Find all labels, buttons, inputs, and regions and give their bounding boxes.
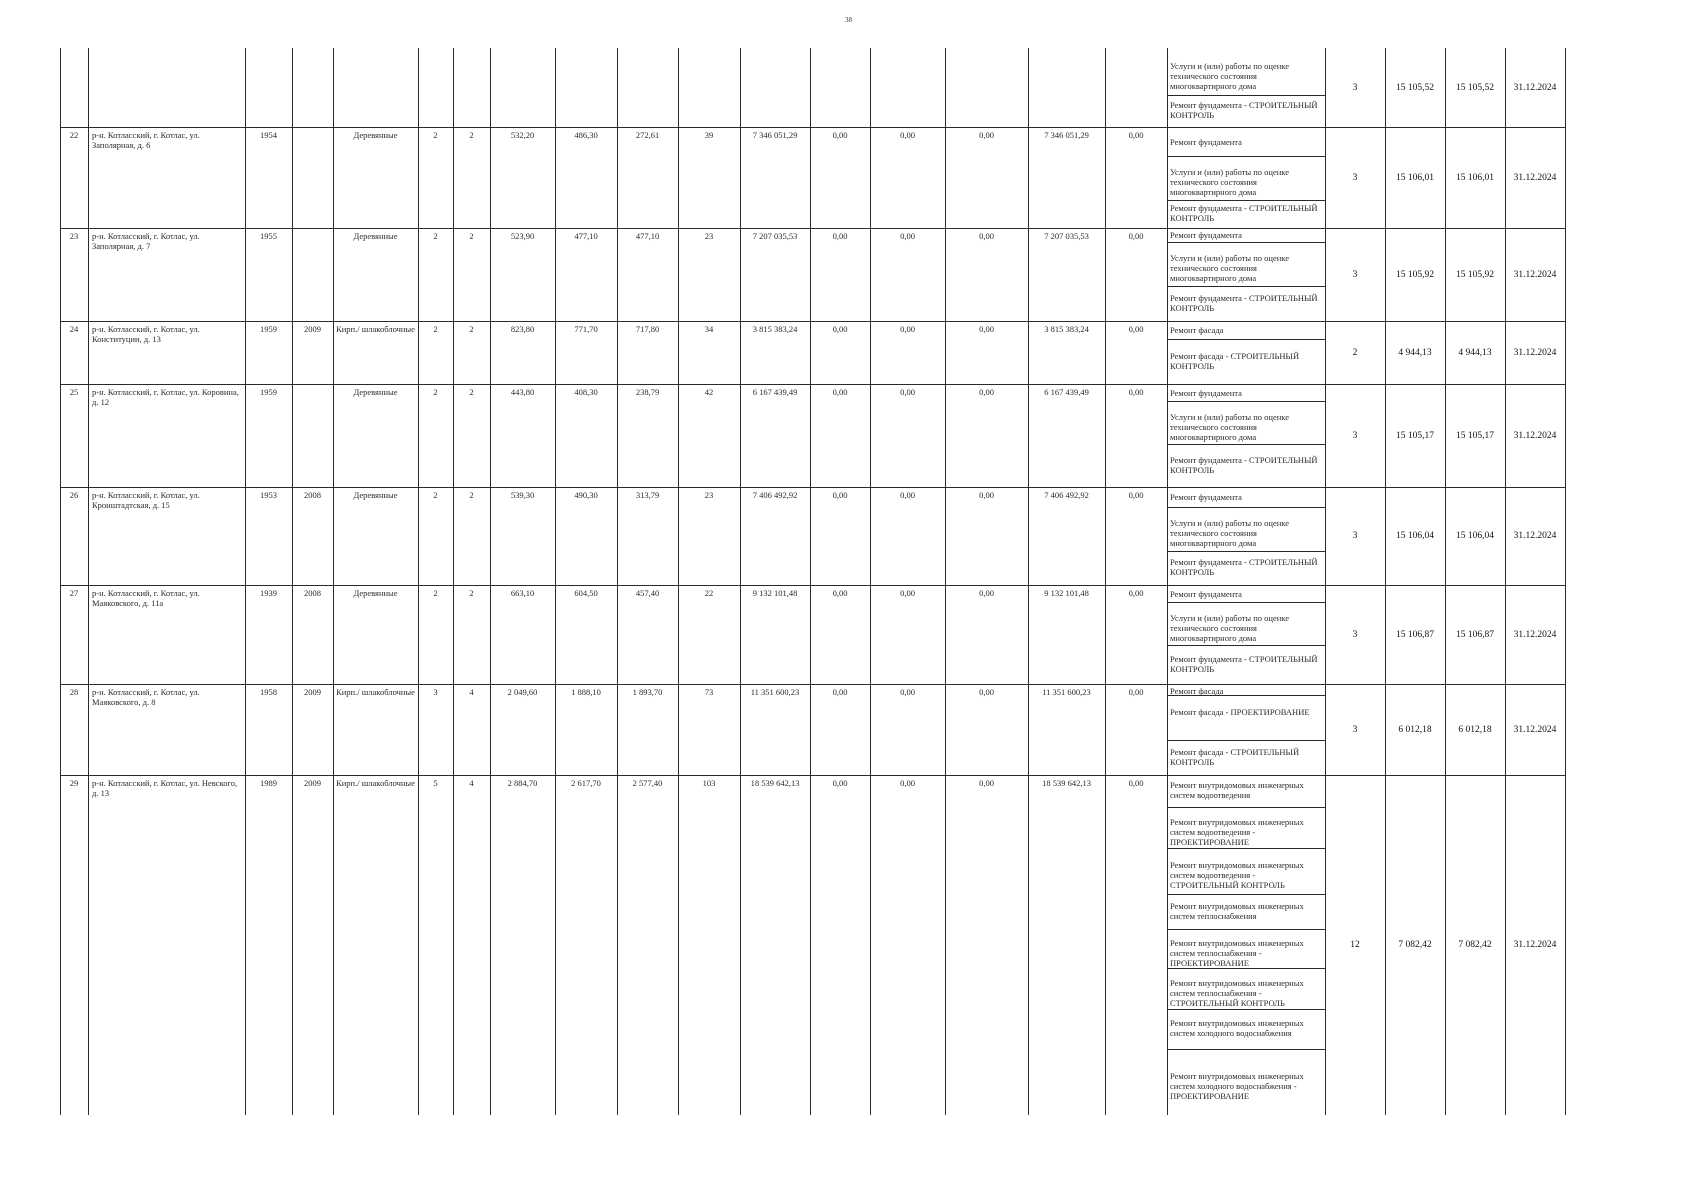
right-column-border-4: [1565, 48, 1566, 1115]
cell-c1: 0,00: [832, 324, 848, 334]
cell-deadline: 31.12.2024: [1513, 940, 1557, 950]
work-item: Ремонт внутридомовых инженерных систем водоотведения - ПРОЕКТИРОВАНИЕ: [1170, 816, 1304, 847]
cell-area-living: 408,30: [574, 387, 598, 397]
column-border-0: [60, 48, 61, 1115]
cell-area-residential: 1 893,70: [632, 687, 663, 697]
cell-c2: 0,00: [900, 324, 915, 334]
cell-c1: 0,00: [832, 387, 848, 397]
column-border-2: [245, 48, 246, 1115]
cell-price-per-sqm: 15 105,52: [1396, 82, 1434, 93]
column-border-9: [617, 48, 618, 1115]
work-item: Ремонт фундамента: [1170, 588, 1242, 599]
row-separator-8: [60, 775, 1565, 776]
cell-area-living: 477,10: [574, 231, 598, 241]
cell-c1: 0,00: [832, 687, 848, 697]
cell-area-residential: 272,61: [635, 130, 660, 140]
cell-c2: 0,00: [900, 588, 915, 598]
cell-c3: 0,00: [979, 778, 994, 788]
cell-c4: 9 132 101,48: [1044, 588, 1089, 598]
work-item: Ремонт внутридомовых инженерных систем теплоснабжения - СТРОИТЕЛЬНЫЙ КОНТРОЛЬ: [1170, 977, 1304, 1008]
cell-year-built: 1959: [260, 387, 277, 397]
cell-c5: 0,00: [1128, 231, 1144, 241]
cell-price-limit: 15 106,87: [1456, 629, 1494, 640]
work-item: Ремонт фундамента - СТРОИТЕЛЬНЫЙ КОНТРОЛЬ: [1170, 100, 1318, 120]
cell-cost-total: 7 406 492,92: [752, 490, 798, 500]
cell-year-reno: 2009: [304, 687, 321, 697]
cell-floors: 2: [433, 324, 438, 334]
work-item-separator: [1167, 645, 1325, 646]
cell-address: р-н. Котласский, г. Котлас, ул. Маяковского, д. 11а: [92, 588, 200, 608]
cell-num: 25: [69, 387, 79, 397]
work-item: Услуги и (или) работы по оценке технического состояния многоквартирного дома: [1170, 253, 1289, 283]
cell-area-total: 523,90: [510, 231, 535, 241]
cell-year-built: 1958: [260, 687, 277, 697]
cell-c5: 0,00: [1128, 130, 1144, 140]
right-column-border-1: [1385, 48, 1386, 1115]
column-border-6: [453, 48, 454, 1115]
cell-cost-total: 9 132 101,48: [752, 588, 798, 598]
cell-work-count: 2: [1352, 347, 1358, 358]
cell-price-limit: 15 106,04: [1456, 531, 1494, 541]
cell-floors: 2: [433, 387, 438, 397]
work-item-separator: [1167, 551, 1325, 552]
cell-cost-total: 11 351 600,23: [750, 687, 800, 697]
cell-work-count: 3: [1352, 430, 1358, 441]
cell-material: Кирп./ шлакоблочные: [336, 778, 415, 788]
cell-num: 29: [69, 778, 79, 788]
cell-num: 27: [69, 588, 79, 598]
work-item-separator: [1167, 401, 1325, 402]
row-separator-2: [60, 228, 1565, 229]
cell-c1: 0,00: [832, 130, 848, 140]
work-item: Ремонт фасада - СТРОИТЕЛЬНЫЙ КОНТРОЛЬ: [1170, 746, 1300, 767]
cell-price-per-sqm: 4 944,13: [1398, 347, 1432, 358]
cell-c3: 0,00: [979, 231, 994, 241]
cell-residents: 73: [704, 687, 714, 697]
cell-entrances: 4: [469, 687, 474, 697]
work-item: Ремонт внутридомовых инженерных систем холодного водоснабжения: [1170, 1018, 1304, 1038]
cell-area-total: 2 884,70: [507, 778, 538, 788]
cell-c5: 0,00: [1128, 490, 1144, 500]
cell-address: р-н. Котласский, г. Котлас, ул. Заполярная, д. 7: [92, 231, 200, 251]
work-item: Ремонт фундамента - СТРОИТЕЛЬНЫЙ КОНТРОЛЬ: [1170, 203, 1318, 223]
cell-num: 28: [69, 687, 79, 697]
cell-entrances: 2: [469, 130, 474, 140]
cell-area-total: 532,20: [510, 130, 535, 140]
work-item: Ремонт фундамента - СТРОИТЕЛЬНЫЙ КОНТРОЛЬ: [1170, 653, 1318, 674]
cell-deadline: 31.12.2024: [1513, 347, 1557, 358]
cell-address: р-н. Котласский, г. Котлас, ул. Маяковского, д. 8: [92, 687, 200, 707]
cell-area-living: 604,50: [574, 588, 598, 598]
column-border-4: [333, 48, 334, 1115]
work-item-separator: [1167, 929, 1325, 930]
cell-deadline: 31.12.2024: [1513, 531, 1557, 541]
row-separator-1: [60, 127, 1565, 128]
cell-c2: 0,00: [900, 778, 915, 788]
column-border-11: [740, 48, 741, 1115]
column-border-1: [88, 48, 89, 1115]
cell-c3: 0,00: [979, 324, 994, 334]
cell-area-living: 2 617,70: [571, 778, 601, 788]
work-item: Ремонт фасада: [1170, 686, 1224, 696]
row-separator-3: [60, 321, 1565, 322]
cell-c4: 18 539 642,13: [1042, 778, 1091, 788]
work-item-separator: [1167, 286, 1325, 287]
work-item-separator: [1167, 95, 1325, 96]
work-item: Ремонт фундамента - СТРОИТЕЛЬНЫЙ КОНТРОЛЬ: [1170, 292, 1318, 313]
work-item: Ремонт фундамента: [1170, 387, 1242, 398]
cell-address: р-н. Котласский, г. Котлас, ул. Заполярная, д. 6: [92, 130, 200, 150]
cell-price-limit: 15 105,17: [1456, 430, 1494, 441]
cell-price-per-sqm: 7 082,42: [1398, 940, 1432, 950]
cell-price-limit: 15 105,52: [1456, 82, 1494, 93]
cell-c3: 0,00: [979, 687, 994, 697]
cell-deadline: 31.12.2024: [1513, 629, 1557, 640]
cell-year-built: 1954: [260, 130, 277, 140]
cell-area-living: 490,30: [574, 490, 598, 500]
cell-work-count: 3: [1352, 724, 1358, 735]
cell-deadline: 31.12.2024: [1513, 430, 1557, 441]
cell-c2: 0,00: [900, 687, 915, 697]
cell-c4: 7 406 492,92: [1044, 490, 1089, 500]
cell-entrances: 2: [469, 324, 474, 334]
cell-area-living: 1 888,10: [571, 687, 601, 697]
cell-year-reno: 2008: [304, 588, 321, 598]
cell-c4: 7 346 051,29: [1044, 130, 1089, 140]
work-item-separator: [1167, 740, 1325, 741]
cell-cost-total: 7 346 051,29: [752, 130, 798, 140]
cell-area-residential: 477,10: [635, 231, 660, 241]
cell-c2: 0,00: [900, 130, 915, 140]
cell-entrances: 2: [469, 490, 474, 500]
cell-c4: 6 167 439,49: [1044, 387, 1089, 397]
work-item: Ремонт фундамента - СТРОИТЕЛЬНЫЙ КОНТРОЛЬ: [1170, 454, 1318, 475]
cell-material: Деревянные: [353, 130, 398, 140]
cell-area-total: 2 049,60: [507, 687, 538, 697]
cell-cost-total: 3 815 383,24: [752, 324, 798, 334]
cell-price-per-sqm: 15 106,01: [1396, 172, 1434, 183]
column-border-17: [1167, 48, 1168, 1115]
column-border-16: [1105, 48, 1106, 1115]
work-item: Ремонт внутридомовых инженерных систем водоотведения - СТРОИТЕЛЬНЫЙ КОНТРОЛЬ: [1170, 860, 1304, 890]
cell-area-total: 539,30: [510, 490, 535, 500]
cell-material: Деревянные: [353, 490, 398, 500]
page-number: 38: [845, 16, 852, 24]
cell-residents: 23: [704, 490, 714, 500]
cell-c5: 0,00: [1128, 387, 1144, 397]
work-item: Услуги и (или) работы по оценке технического состояния многоквартирного дома: [1170, 60, 1289, 91]
cell-material: Деревянные: [353, 231, 398, 241]
work-item-separator: [1167, 200, 1325, 201]
cell-c3: 0,00: [979, 588, 994, 598]
work-item-separator: [1167, 444, 1325, 445]
cell-area-residential: 717,80: [635, 324, 660, 334]
cell-price-limit: 4 944,13: [1458, 347, 1492, 358]
cell-entrances: 4: [469, 778, 474, 788]
cell-price-limit: 15 106,01: [1456, 172, 1494, 183]
cell-c5: 0,00: [1128, 687, 1144, 697]
cell-address: р-н. Котласский, г. Котлас, ул. Коровина, д. 12: [92, 387, 239, 407]
work-item: Ремонт внутридомовых инженерных систем теплоснабжения: [1170, 900, 1304, 921]
cell-entrances: 2: [469, 588, 474, 598]
cell-floors: 3: [433, 687, 438, 697]
cell-area-total: 823,80: [510, 324, 535, 334]
work-item: Услуги и (или) работы по оценке технического состояния многоквартирного дома: [1170, 518, 1289, 548]
work-item-separator: [1167, 848, 1325, 849]
cell-floors: 5: [433, 778, 438, 788]
cell-floors: 2: [433, 231, 438, 241]
cell-c2: 0,00: [900, 387, 915, 397]
column-border-8: [555, 48, 556, 1115]
cell-c2: 0,00: [900, 490, 915, 500]
cell-c5: 0,00: [1128, 588, 1144, 598]
cell-entrances: 2: [469, 231, 474, 241]
cell-c1: 0,00: [832, 231, 848, 241]
cell-num: 23: [69, 231, 79, 241]
cell-cost-total: 7 207 035,53: [752, 231, 798, 241]
cell-work-count: 12: [1350, 940, 1360, 950]
cell-price-per-sqm: 15 106,87: [1396, 629, 1434, 640]
cell-work-count: 3: [1352, 269, 1358, 280]
cell-price-limit: 6 012,18: [1458, 724, 1492, 735]
cell-deadline: 31.12.2024: [1513, 82, 1557, 93]
cell-price-per-sqm: 15 106,04: [1396, 531, 1434, 541]
cell-c1: 0,00: [832, 778, 848, 788]
cell-floors: 2: [433, 588, 438, 598]
work-item: Услуги и (или) работы по оценке технического состояния многоквартирного дома: [1170, 612, 1289, 643]
cell-area-total: 663,10: [510, 588, 535, 598]
cell-cost-total: 18 539 642,13: [750, 778, 800, 788]
work-item: Ремонт фундамента: [1170, 492, 1242, 502]
cell-address: р-н. Котласский, г. Котлас, ул. Невского, д. 13: [92, 778, 238, 798]
cell-address: р-н. Котласский, г. Котлас, ул. Конституции, д. 13: [92, 324, 200, 344]
cell-address: р-н. Котласский, г. Котлас, ул. Кронштадтская, д. 15: [92, 490, 200, 510]
work-item-separator: [1167, 1049, 1325, 1050]
cell-c3: 0,00: [979, 130, 994, 140]
column-border-7: [490, 48, 491, 1115]
cell-num: 26: [69, 490, 79, 500]
work-item: Ремонт внутридомовых инженерных систем теплоснабжения - ПРОЕКТИРОВАНИЕ: [1170, 937, 1304, 968]
cell-material: Кирп./ шлакоблочные: [336, 687, 415, 697]
work-item-separator: [1167, 695, 1325, 696]
column-border-10: [678, 48, 679, 1115]
column-border-3: [292, 48, 293, 1115]
cell-cost-total: 6 167 439,49: [752, 387, 798, 397]
cell-residents: 39: [704, 130, 714, 140]
column-border-14: [945, 48, 946, 1115]
cell-year-built: 1989: [260, 778, 277, 788]
cell-year-built: 1953: [260, 490, 277, 500]
right-column-border-3: [1505, 48, 1506, 1115]
cell-entrances: 2: [469, 387, 474, 397]
cell-c1: 0,00: [832, 490, 848, 500]
cell-work-count: 3: [1352, 531, 1358, 541]
cell-year-reno: 2009: [304, 778, 321, 788]
column-border-5: [418, 48, 419, 1115]
work-item: Ремонт фасада - СТРОИТЕЛЬНЫЙ КОНТРОЛЬ: [1170, 350, 1300, 371]
row-separator-5: [60, 487, 1565, 488]
work-item-separator: [1167, 507, 1325, 508]
work-item: Услуги и (или) работы по оценке технического состояния многоквартирного дома: [1170, 411, 1289, 442]
cell-price-per-sqm: 15 105,17: [1396, 430, 1434, 441]
work-item: Ремонт фасада: [1170, 325, 1224, 335]
cell-year-reno: 2009: [304, 324, 321, 334]
cell-work-count: 3: [1352, 82, 1358, 93]
cell-year-reno: 2008: [304, 490, 321, 500]
cell-area-total: 443,80: [510, 387, 535, 397]
work-item: Ремонт фундамента: [1170, 136, 1242, 147]
cell-c4: 11 351 600,23: [1042, 687, 1091, 697]
work-item-separator: [1167, 1009, 1325, 1010]
cell-c5: 0,00: [1128, 778, 1144, 788]
cell-area-living: 771,70: [574, 324, 598, 334]
cell-deadline: 31.12.2024: [1513, 269, 1557, 280]
cell-c4: 3 815 383,24: [1044, 324, 1089, 334]
work-item: Ремонт фундамента: [1170, 230, 1242, 240]
work-item-separator: [1167, 602, 1325, 603]
row-separator-7: [60, 684, 1565, 685]
work-item: Ремонт внутридомовых инженерных систем холодного водоснабжения - ПРОЕКТИРОВАНИЕ: [1170, 1071, 1304, 1101]
cell-floors: 2: [433, 490, 438, 500]
work-item: Услуги и (или) работы по оценке технического состояния многоквартирного дома: [1170, 167, 1289, 197]
work-item-separator: [1167, 156, 1325, 157]
work-item: Ремонт фундамента - СТРОИТЕЛЬНЫЙ КОНТРОЛЬ: [1170, 557, 1318, 577]
cell-c4: 7 207 035,53: [1044, 231, 1089, 241]
cell-area-residential: 238,79: [635, 387, 660, 397]
work-item: Ремонт фасада - ПРОЕКТИРОВАНИЕ: [1170, 706, 1310, 717]
column-border-13: [870, 48, 871, 1115]
work-item-separator: [1167, 242, 1325, 243]
cell-price-limit: 7 082,42: [1458, 940, 1492, 950]
row-separator-4: [60, 384, 1565, 385]
cell-material: Кирп./ шлакоблочные: [336, 324, 415, 334]
cell-area-residential: 2 577,40: [632, 778, 663, 788]
cell-price-per-sqm: 6 012,18: [1398, 724, 1432, 735]
cell-residents: 23: [704, 231, 714, 241]
cell-c3: 0,00: [979, 387, 994, 397]
cell-c2: 0,00: [900, 231, 915, 241]
cell-year-built: 1955: [260, 231, 277, 241]
cell-area-residential: 457,40: [635, 588, 660, 598]
cell-material: Деревянные: [353, 387, 398, 397]
column-border-15: [1028, 48, 1029, 1115]
cell-area-residential: 313,79: [635, 490, 660, 500]
cell-deadline: 31.12.2024: [1513, 172, 1557, 183]
work-item: Ремонт внутридомовых инженерных систем водоотведения: [1170, 780, 1304, 800]
work-item-separator: [1167, 807, 1325, 808]
cell-year-built: 1959: [260, 324, 277, 334]
cell-num: 22: [69, 130, 79, 140]
cell-area-living: 486,30: [574, 130, 598, 140]
cell-deadline: 31.12.2024: [1513, 724, 1557, 735]
cell-residents: 42: [704, 387, 714, 397]
cell-material: Деревянные: [353, 588, 398, 598]
row-separator-6: [60, 585, 1565, 586]
cell-residents: 34: [704, 324, 714, 334]
right-column-border-2: [1445, 48, 1446, 1115]
cell-floors: 2: [433, 130, 438, 140]
cell-work-count: 3: [1352, 629, 1358, 640]
cell-price-limit: 15 105,92: [1456, 269, 1494, 280]
cell-price-per-sqm: 15 105,92: [1396, 269, 1434, 280]
cell-c3: 0,00: [979, 490, 994, 500]
cell-year-built: 1939: [260, 588, 277, 598]
cell-num: 24: [69, 324, 79, 334]
work-item-separator: [1167, 894, 1325, 895]
right-column-border-0: [1325, 48, 1326, 1115]
work-item-separator: [1167, 968, 1325, 969]
cell-work-count: 3: [1352, 172, 1358, 183]
cell-c5: 0,00: [1128, 324, 1144, 334]
cell-residents: 22: [704, 588, 714, 598]
column-border-12: [810, 48, 811, 1115]
work-item-separator: [1167, 339, 1325, 340]
cell-c1: 0,00: [832, 588, 848, 598]
cell-residents: 103: [702, 778, 716, 788]
